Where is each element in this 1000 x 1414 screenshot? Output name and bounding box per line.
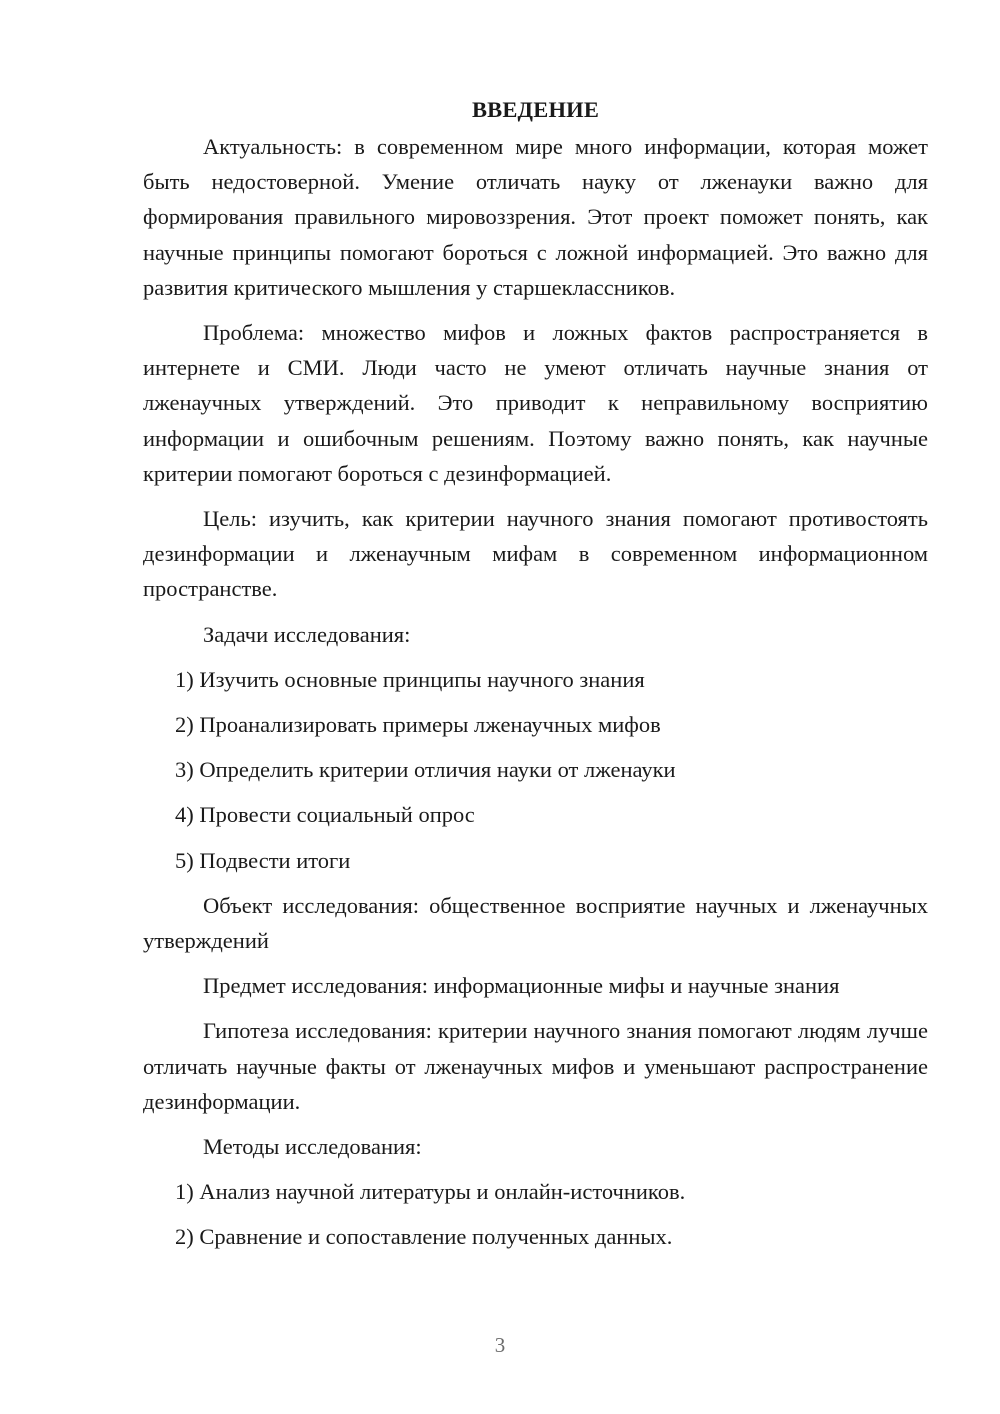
methods-heading: Методы исследования: (203, 1134, 422, 1160)
goal-paragraph: Цель: изучить, как критерии научного знания помогают противостоять дезинформации и лженаучным мифам в современном информационном пространстве. (143, 506, 928, 602)
page-number: 3 (494, 1333, 506, 1357)
task-item: 2) Проанализировать примеры лженаучных мифов (175, 712, 661, 738)
problem-paragraph: Проблема: множество мифов и ложных фактов распространяется в интернете и СМИ. Люди часто не умеют отличать научные знания от лженаучных утверждений. Это приводит к неправильному восприятию информации и ошибочным решениям. Поэтому важно понять, как научные критерии помогают бороться с дезинформацией. (143, 320, 928, 486)
subject-paragraph: Предмет исследования: информационные мифы и научные знания (203, 973, 840, 999)
method-item: 2) Сравнение и сопоставление полученных данных. (175, 1224, 673, 1250)
object-paragraph: Объект исследования: общественное восприятие научных и лженаучных утверждений (143, 892, 928, 954)
document-page (143, 92, 928, 1265)
relevance-paragraph: Актуальность: в современном мире много информации, которая может быть недостоверной. Умение отличать науку от лженауки важно для формирования правильного мировоззрения. Этот проект поможет понять, как научные принципы помогают бороться с ложной информацией. Это важно для развития критического мышления у старшеклассников. (143, 134, 928, 300)
tasks-heading: Задачи исследования: (203, 621, 411, 647)
section-title: ВВЕДЕНИЕ (471, 97, 600, 122)
hypothesis-paragraph: Гипотеза исследования: критерии научного знания помогают людям лучше отличать научные факты от лженаучных мифов и уменьшают распространение дезинформации. (143, 1018, 928, 1114)
task-item: 5) Подвести итоги (175, 847, 351, 873)
task-item: 1) Изучить основные принципы научного знания (175, 666, 645, 692)
task-item: 4) Провести социальный опрос (175, 802, 475, 828)
method-item: 1) Анализ научной литературы и онлайн-источников. (175, 1179, 686, 1205)
task-item: 3) Определить критерии отличия науки от лженауки (175, 757, 676, 783)
